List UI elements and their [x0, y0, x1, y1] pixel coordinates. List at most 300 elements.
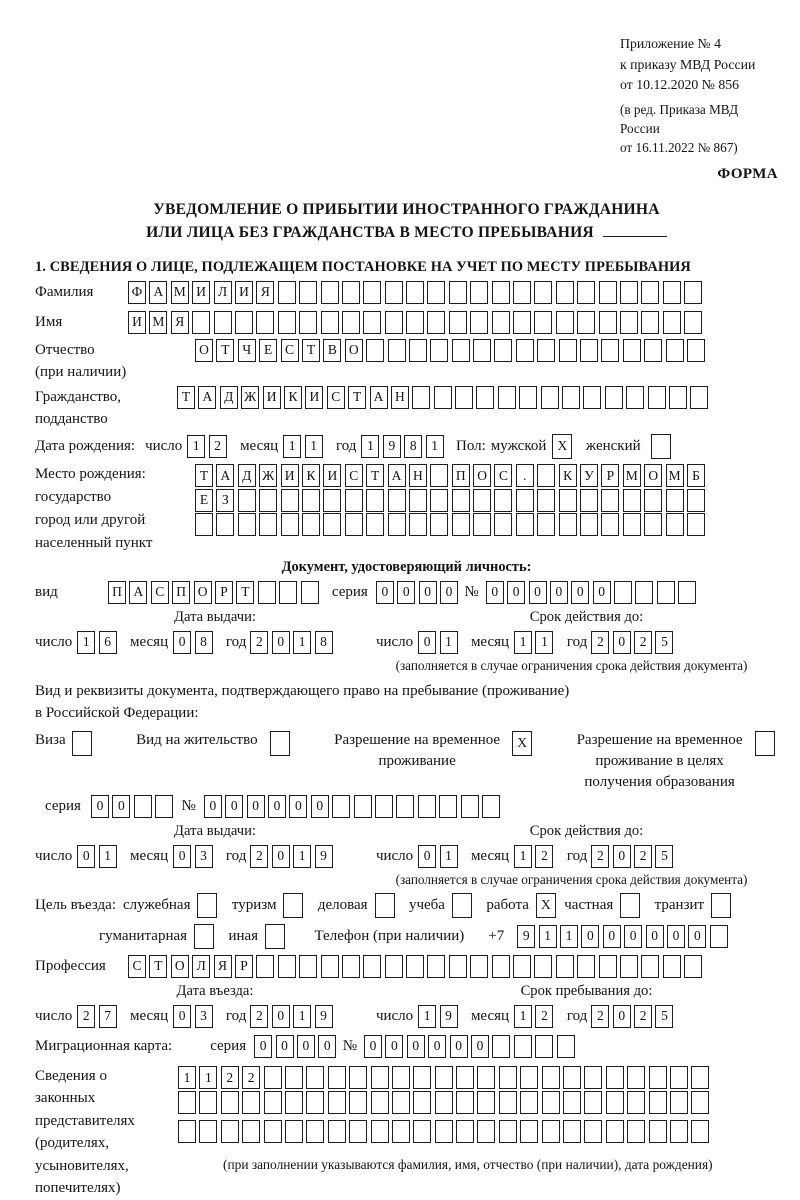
- char-cell[interactable]: О: [194, 581, 212, 604]
- char-cell[interactable]: 0: [507, 581, 525, 604]
- char-cell[interactable]: [385, 955, 403, 978]
- char-cell[interactable]: М: [623, 464, 641, 487]
- char-cell[interactable]: [323, 489, 341, 512]
- char-cell[interactable]: 1: [293, 845, 311, 868]
- char-cell[interactable]: [281, 489, 299, 512]
- char-cell[interactable]: С: [494, 464, 512, 487]
- char-cell[interactable]: 5: [655, 845, 673, 868]
- char-cell[interactable]: 7: [99, 1005, 117, 1028]
- char-cell[interactable]: 1: [514, 1005, 532, 1028]
- char-cell[interactable]: [557, 1035, 575, 1058]
- char-cell[interactable]: С: [327, 386, 345, 409]
- char-cell[interactable]: [492, 1035, 510, 1058]
- char-cell[interactable]: [439, 795, 457, 818]
- char-cell[interactable]: У: [580, 464, 598, 487]
- char-cell[interactable]: 8: [404, 435, 422, 458]
- char-cell[interactable]: 0: [318, 1035, 336, 1058]
- char-cell[interactable]: [264, 1091, 282, 1114]
- char-cell[interactable]: М: [666, 464, 684, 487]
- char-cell[interactable]: [537, 464, 555, 487]
- char-cell[interactable]: [687, 339, 705, 362]
- char-cell[interactable]: [641, 955, 659, 978]
- char-cell[interactable]: 0: [225, 795, 243, 818]
- char-cell[interactable]: [216, 513, 234, 536]
- char-cell[interactable]: 3: [195, 845, 213, 868]
- char-cell[interactable]: 0: [268, 795, 286, 818]
- char-cell[interactable]: [385, 281, 403, 304]
- char-cell[interactable]: [178, 1120, 196, 1143]
- char-cell[interactable]: [577, 311, 595, 334]
- char-cell[interactable]: 1: [539, 925, 557, 948]
- char-cell[interactable]: [641, 311, 659, 334]
- char-cell[interactable]: [221, 1120, 239, 1143]
- char-cell[interactable]: 2: [535, 845, 553, 868]
- char-cell[interactable]: [516, 489, 534, 512]
- char-cell[interactable]: [371, 1066, 389, 1089]
- char-cell[interactable]: [342, 955, 360, 978]
- char-cell[interactable]: 2: [77, 1005, 95, 1028]
- char-cell[interactable]: В: [323, 339, 341, 362]
- char-cell[interactable]: [192, 311, 210, 334]
- char-cell[interactable]: 1: [199, 1066, 217, 1089]
- char-cell[interactable]: М: [171, 281, 189, 304]
- char-cell[interactable]: М: [149, 311, 167, 334]
- char-cell[interactable]: 3: [195, 1005, 213, 1028]
- char-cell[interactable]: [430, 339, 448, 362]
- char-cell[interactable]: [302, 513, 320, 536]
- char-cell[interactable]: [392, 1066, 410, 1089]
- char-cell[interactable]: [534, 955, 552, 978]
- char-cell[interactable]: [306, 1066, 324, 1089]
- char-cell[interactable]: [430, 513, 448, 536]
- char-cell[interactable]: [427, 311, 445, 334]
- char-cell[interactable]: [409, 513, 427, 536]
- char-cell[interactable]: [599, 955, 617, 978]
- char-cell[interactable]: [563, 1091, 581, 1114]
- char-cell[interactable]: 1: [99, 845, 117, 868]
- char-cell[interactable]: [657, 581, 675, 604]
- birth-day-input[interactable]: [187, 435, 230, 458]
- char-cell[interactable]: 2: [250, 1005, 268, 1028]
- char-cell[interactable]: Р: [601, 464, 619, 487]
- char-cell[interactable]: [388, 489, 406, 512]
- profession-input[interactable]: [128, 955, 706, 978]
- char-cell[interactable]: [559, 513, 577, 536]
- char-cell[interactable]: [456, 1091, 474, 1114]
- char-cell[interactable]: 9: [517, 925, 535, 948]
- char-cell[interactable]: [644, 339, 662, 362]
- citizenship-input[interactable]: [177, 386, 712, 409]
- char-cell[interactable]: [375, 795, 393, 818]
- char-cell[interactable]: Р: [215, 581, 233, 604]
- char-cell[interactable]: [494, 513, 512, 536]
- char-cell[interactable]: [477, 1091, 495, 1114]
- birth-year-input[interactable]: [361, 435, 447, 458]
- valid-day-input[interactable]: [418, 631, 461, 654]
- char-cell[interactable]: [435, 1120, 453, 1143]
- char-cell[interactable]: 2: [221, 1066, 239, 1089]
- char-cell[interactable]: [651, 434, 671, 459]
- sex-female-checkbox[interactable]: [651, 434, 674, 459]
- char-cell[interactable]: [238, 513, 256, 536]
- char-cell[interactable]: [461, 795, 479, 818]
- char-cell[interactable]: 0: [397, 581, 415, 604]
- char-cell[interactable]: О: [644, 464, 662, 487]
- char-cell[interactable]: И: [128, 311, 146, 334]
- doc-kind-input[interactable]: [108, 581, 322, 604]
- char-cell[interactable]: [492, 281, 510, 304]
- char-cell[interactable]: [477, 1066, 495, 1089]
- char-cell[interactable]: 1: [187, 435, 205, 458]
- char-cell[interactable]: [470, 281, 488, 304]
- char-cell[interactable]: [601, 513, 619, 536]
- char-cell[interactable]: 2: [209, 435, 227, 458]
- char-cell[interactable]: 0: [613, 845, 631, 868]
- char-cell[interactable]: [301, 581, 319, 604]
- char-cell[interactable]: 1: [514, 631, 532, 654]
- entry-year-input[interactable]: [250, 1005, 336, 1028]
- char-cell[interactable]: [559, 339, 577, 362]
- char-cell[interactable]: [584, 1120, 602, 1143]
- char-cell[interactable]: [627, 1120, 645, 1143]
- char-cell[interactable]: 2: [591, 1005, 609, 1028]
- char-cell[interactable]: [259, 489, 277, 512]
- char-cell[interactable]: [328, 1066, 346, 1089]
- char-cell[interactable]: 0: [247, 795, 265, 818]
- char-cell[interactable]: [649, 1066, 667, 1089]
- char-cell[interactable]: 1: [440, 845, 458, 868]
- char-cell[interactable]: З: [216, 489, 234, 512]
- char-cell[interactable]: [328, 1120, 346, 1143]
- char-cell[interactable]: [691, 1120, 709, 1143]
- char-cell[interactable]: [406, 955, 424, 978]
- char-cell[interactable]: [666, 489, 684, 512]
- char-cell[interactable]: 9: [383, 435, 401, 458]
- char-cell[interactable]: [644, 513, 662, 536]
- char-cell[interactable]: [599, 311, 617, 334]
- char-cell[interactable]: [396, 795, 414, 818]
- char-cell[interactable]: [302, 489, 320, 512]
- char-cell[interactable]: [258, 581, 276, 604]
- char-cell[interactable]: [670, 1091, 688, 1114]
- char-cell[interactable]: [342, 281, 360, 304]
- char-cell[interactable]: К: [284, 386, 302, 409]
- char-cell[interactable]: [363, 281, 381, 304]
- char-cell[interactable]: Р: [235, 955, 253, 978]
- char-cell[interactable]: [155, 795, 173, 818]
- char-cell[interactable]: [583, 386, 601, 409]
- char-cell[interactable]: О: [171, 955, 189, 978]
- char-cell[interactable]: [470, 955, 488, 978]
- char-cell[interactable]: [556, 281, 574, 304]
- purpose-transit-checkbox[interactable]: [711, 893, 734, 918]
- char-cell[interactable]: [281, 513, 299, 536]
- char-cell[interactable]: Ж: [259, 464, 277, 487]
- char-cell[interactable]: 8: [195, 631, 213, 654]
- char-cell[interactable]: [626, 386, 644, 409]
- char-cell[interactable]: Т: [149, 955, 167, 978]
- purpose-business-checkbox[interactable]: [375, 893, 398, 918]
- char-cell[interactable]: Т: [348, 386, 366, 409]
- char-cell[interactable]: Л: [214, 281, 232, 304]
- char-cell[interactable]: [670, 1120, 688, 1143]
- birth-place-line1-input[interactable]: [195, 464, 708, 487]
- char-cell[interactable]: [349, 1091, 367, 1114]
- char-cell[interactable]: П: [172, 581, 190, 604]
- char-cell[interactable]: [221, 1091, 239, 1114]
- char-cell[interactable]: 0: [173, 631, 191, 654]
- char-cell[interactable]: [623, 339, 641, 362]
- char-cell[interactable]: [684, 281, 702, 304]
- char-cell[interactable]: 2: [634, 845, 652, 868]
- char-cell[interactable]: [641, 281, 659, 304]
- char-cell[interactable]: 0: [450, 1035, 468, 1058]
- char-cell[interactable]: [306, 1120, 324, 1143]
- doc-series-input[interactable]: [376, 581, 462, 604]
- char-cell[interactable]: [328, 1091, 346, 1114]
- char-cell[interactable]: 0: [289, 795, 307, 818]
- char-cell[interactable]: [690, 386, 708, 409]
- char-cell[interactable]: 1: [293, 631, 311, 654]
- char-cell[interactable]: [413, 1120, 431, 1143]
- char-cell[interactable]: [620, 311, 638, 334]
- char-cell[interactable]: 0: [77, 845, 95, 868]
- char-cell[interactable]: Ж: [241, 386, 259, 409]
- char-cell[interactable]: [385, 311, 403, 334]
- char-cell[interactable]: [199, 1120, 217, 1143]
- char-cell[interactable]: [452, 339, 470, 362]
- char-cell[interactable]: [134, 795, 152, 818]
- char-cell[interactable]: О: [195, 339, 213, 362]
- char-cell[interactable]: [256, 311, 274, 334]
- char-cell[interactable]: О: [345, 339, 363, 362]
- char-cell[interactable]: [452, 893, 472, 918]
- char-cell[interactable]: [392, 1120, 410, 1143]
- char-cell[interactable]: 0: [112, 795, 130, 818]
- char-cell[interactable]: Я: [256, 281, 274, 304]
- rvp-series-input[interactable]: [91, 795, 177, 818]
- mc-number-input[interactable]: [364, 1035, 578, 1058]
- char-cell[interactable]: [413, 1091, 431, 1114]
- char-cell[interactable]: [599, 281, 617, 304]
- char-cell[interactable]: [649, 1091, 667, 1114]
- rvp-issue-day-input[interactable]: [77, 845, 120, 868]
- char-cell[interactable]: 0: [272, 845, 290, 868]
- representatives-line1-input[interactable]: [178, 1066, 713, 1089]
- valid-year-input[interactable]: [591, 631, 677, 654]
- char-cell[interactable]: [285, 1066, 303, 1089]
- char-cell[interactable]: [580, 339, 598, 362]
- char-cell[interactable]: [366, 489, 384, 512]
- char-cell[interactable]: [513, 955, 531, 978]
- char-cell[interactable]: [684, 311, 702, 334]
- char-cell[interactable]: А: [388, 464, 406, 487]
- char-cell[interactable]: [285, 1091, 303, 1114]
- char-cell[interactable]: [584, 1091, 602, 1114]
- char-cell[interactable]: [278, 955, 296, 978]
- birth-place-line2-input[interactable]: [195, 489, 708, 512]
- char-cell[interactable]: [663, 955, 681, 978]
- phone-input[interactable]: [517, 925, 731, 948]
- char-cell[interactable]: Ф: [128, 281, 146, 304]
- char-cell[interactable]: [623, 489, 641, 512]
- char-cell[interactable]: [755, 731, 775, 756]
- patronymic-input[interactable]: [195, 339, 708, 362]
- char-cell[interactable]: [299, 281, 317, 304]
- char-cell[interactable]: 0: [276, 1035, 294, 1058]
- char-cell[interactable]: И: [323, 464, 341, 487]
- char-cell[interactable]: 2: [634, 631, 652, 654]
- char-cell[interactable]: [456, 1066, 474, 1089]
- char-cell[interactable]: [477, 1120, 495, 1143]
- char-cell[interactable]: 0: [571, 581, 589, 604]
- char-cell[interactable]: [363, 311, 381, 334]
- char-cell[interactable]: [434, 386, 452, 409]
- char-cell[interactable]: [577, 281, 595, 304]
- char-cell[interactable]: 0: [646, 925, 664, 948]
- char-cell[interactable]: [449, 281, 467, 304]
- char-cell[interactable]: [516, 513, 534, 536]
- char-cell[interactable]: [492, 955, 510, 978]
- char-cell[interactable]: 1: [418, 1005, 436, 1028]
- char-cell[interactable]: [520, 1066, 538, 1089]
- rvp-number-input[interactable]: [204, 795, 503, 818]
- char-cell[interactable]: Т: [302, 339, 320, 362]
- char-cell[interactable]: [354, 795, 372, 818]
- char-cell[interactable]: 0: [550, 581, 568, 604]
- char-cell[interactable]: [684, 955, 702, 978]
- char-cell[interactable]: 0: [613, 1005, 631, 1028]
- char-cell[interactable]: [623, 513, 641, 536]
- char-cell[interactable]: [482, 795, 500, 818]
- char-cell[interactable]: Е: [195, 489, 213, 512]
- char-cell[interactable]: [345, 489, 363, 512]
- char-cell[interactable]: [562, 386, 580, 409]
- char-cell[interactable]: [321, 311, 339, 334]
- char-cell[interactable]: [406, 281, 424, 304]
- purpose-study-checkbox[interactable]: [452, 893, 475, 918]
- char-cell[interactable]: 0: [667, 925, 685, 948]
- char-cell[interactable]: [687, 489, 705, 512]
- char-cell[interactable]: 0: [624, 925, 642, 948]
- char-cell[interactable]: Ч: [238, 339, 256, 362]
- char-cell[interactable]: 0: [581, 925, 599, 948]
- char-cell[interactable]: 0: [407, 1035, 425, 1058]
- char-cell[interactable]: И: [192, 281, 210, 304]
- char-cell[interactable]: [332, 795, 350, 818]
- rvp-valid-year-input[interactable]: [591, 845, 677, 868]
- char-cell[interactable]: [279, 581, 297, 604]
- char-cell[interactable]: [371, 1091, 389, 1114]
- char-cell[interactable]: Т: [195, 464, 213, 487]
- char-cell[interactable]: [242, 1120, 260, 1143]
- char-cell[interactable]: О: [473, 464, 491, 487]
- char-cell[interactable]: [542, 1091, 560, 1114]
- char-cell[interactable]: Т: [216, 339, 234, 362]
- char-cell[interactable]: А: [198, 386, 216, 409]
- char-cell[interactable]: [430, 489, 448, 512]
- char-cell[interactable]: [601, 489, 619, 512]
- char-cell[interactable]: [534, 281, 552, 304]
- char-cell[interactable]: С: [281, 339, 299, 362]
- char-cell[interactable]: .: [516, 464, 534, 487]
- stay-day-input[interactable]: [418, 1005, 461, 1028]
- representatives-line2-input[interactable]: [178, 1091, 713, 1114]
- char-cell[interactable]: [649, 1120, 667, 1143]
- char-cell[interactable]: [670, 1066, 688, 1089]
- char-cell[interactable]: 0: [593, 581, 611, 604]
- char-cell[interactable]: [430, 464, 448, 487]
- issue-month-input[interactable]: [173, 631, 216, 654]
- char-cell[interactable]: [285, 1120, 303, 1143]
- char-cell[interactable]: [606, 1091, 624, 1114]
- char-cell[interactable]: [666, 513, 684, 536]
- char-cell[interactable]: [606, 1120, 624, 1143]
- char-cell[interactable]: Д: [220, 386, 238, 409]
- char-cell[interactable]: 1: [293, 1005, 311, 1028]
- char-cell[interactable]: [711, 893, 731, 918]
- char-cell[interactable]: [473, 513, 491, 536]
- char-cell[interactable]: 9: [315, 1005, 333, 1028]
- char-cell[interactable]: 0: [613, 631, 631, 654]
- char-cell[interactable]: [199, 1091, 217, 1114]
- char-cell[interactable]: 0: [364, 1035, 382, 1058]
- char-cell[interactable]: [306, 1091, 324, 1114]
- char-cell[interactable]: 0: [254, 1035, 272, 1058]
- char-cell[interactable]: [409, 339, 427, 362]
- char-cell[interactable]: 1: [178, 1066, 196, 1089]
- visa-checkbox[interactable]: [72, 731, 95, 756]
- char-cell[interactable]: [197, 893, 217, 918]
- birth-place-line3-input[interactable]: [195, 513, 708, 536]
- char-cell[interactable]: [345, 513, 363, 536]
- char-cell[interactable]: 0: [688, 925, 706, 948]
- char-cell[interactable]: [413, 1066, 431, 1089]
- char-cell[interactable]: 2: [242, 1066, 260, 1089]
- char-cell[interactable]: [238, 489, 256, 512]
- char-cell[interactable]: [614, 581, 632, 604]
- char-cell[interactable]: [299, 955, 317, 978]
- char-cell[interactable]: 1: [535, 631, 553, 654]
- char-cell[interactable]: [605, 386, 623, 409]
- char-cell[interactable]: 1: [560, 925, 578, 948]
- char-cell[interactable]: [476, 386, 494, 409]
- char-cell[interactable]: 9: [440, 1005, 458, 1028]
- rvp-valid-month-input[interactable]: [514, 845, 557, 868]
- char-cell[interactable]: [178, 1091, 196, 1114]
- char-cell[interactable]: Я: [171, 311, 189, 334]
- char-cell[interactable]: 5: [655, 1005, 673, 1028]
- char-cell[interactable]: 9: [315, 845, 333, 868]
- char-cell[interactable]: [349, 1120, 367, 1143]
- char-cell[interactable]: 1: [77, 631, 95, 654]
- char-cell[interactable]: [492, 311, 510, 334]
- char-cell[interactable]: 2: [591, 631, 609, 654]
- char-cell[interactable]: 0: [272, 631, 290, 654]
- char-cell[interactable]: [601, 339, 619, 362]
- char-cell[interactable]: [666, 339, 684, 362]
- char-cell[interactable]: 0: [418, 631, 436, 654]
- char-cell[interactable]: X: [512, 731, 532, 756]
- char-cell[interactable]: 0: [272, 1005, 290, 1028]
- char-cell[interactable]: 0: [529, 581, 547, 604]
- char-cell[interactable]: [195, 513, 213, 536]
- char-cell[interactable]: [541, 386, 559, 409]
- residence-permit-checkbox[interactable]: [270, 731, 293, 756]
- rvp-issue-month-input[interactable]: [173, 845, 216, 868]
- char-cell[interactable]: [556, 311, 574, 334]
- char-cell[interactable]: 1: [514, 845, 532, 868]
